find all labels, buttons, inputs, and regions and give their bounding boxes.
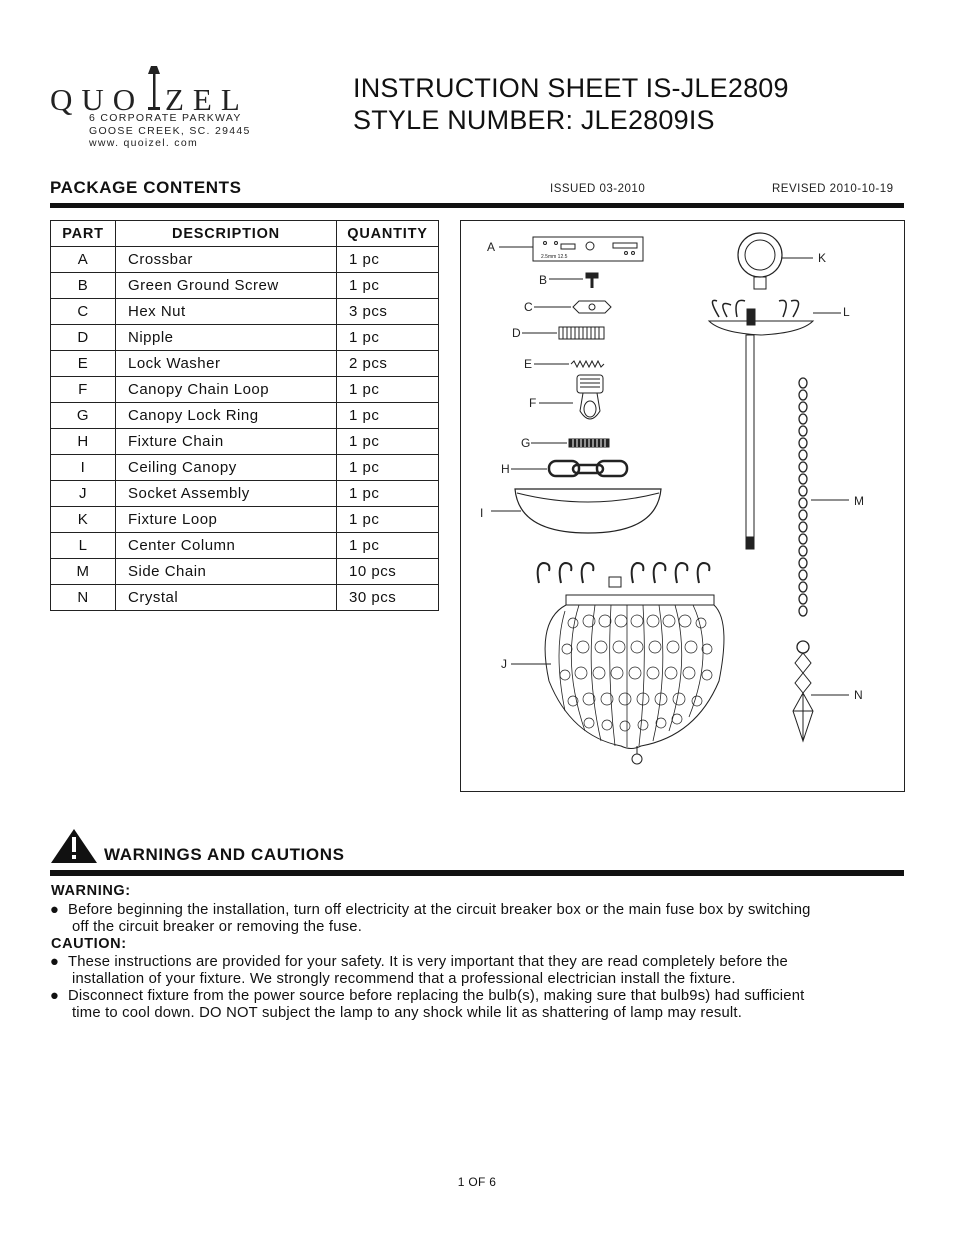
label-d: D [512, 326, 521, 340]
quantity-cell: 30 pcs [337, 585, 439, 611]
socket-assembly-drawing [501, 563, 724, 764]
description-cell: Socket Assembly [116, 481, 337, 507]
label-m: M [854, 494, 864, 508]
quantity-cell: 1 pc [337, 455, 439, 481]
table-row [51, 325, 439, 351]
section-divider [50, 203, 904, 208]
quantity-cell: 2 pcs [337, 351, 439, 377]
description-cell: Center Column [116, 533, 337, 559]
quantity-cell: 1 pc [337, 247, 439, 273]
column-header-quantity: QUANTITY [337, 221, 439, 247]
canopy-chain-loop-drawing [529, 375, 603, 419]
part-cell: L [51, 533, 116, 559]
table-row [51, 403, 439, 429]
part-cell: A [51, 247, 116, 273]
fixture-loop-drawing [738, 233, 826, 289]
label-i: I [480, 506, 484, 520]
website-link[interactable]: www. quoizel. com [89, 137, 199, 149]
label-c: C [524, 300, 533, 314]
parts-table-body [51, 247, 439, 611]
label-h: H [501, 462, 510, 476]
address-line-2: GOOSE CREEK, SC. 29445 [89, 124, 251, 137]
part-cell: M [51, 559, 116, 585]
crystal-drawing [793, 641, 863, 741]
warning-text-cont: off the circuit breaker or removing the fuse. [72, 919, 363, 935]
package-contents-heading: PACKAGE CONTENTS [50, 178, 242, 197]
quantity-cell: 1 pc [337, 481, 439, 507]
quantity-cell: 1 pc [337, 273, 439, 299]
company-logo [50, 64, 250, 117]
caution-text-cont: installation of your fixture. We strongly recommend that a professional electrician install the fixture. [72, 971, 736, 987]
page-number: 1 OF 6 [457, 1175, 497, 1189]
column-header-description: DESCRIPTION [116, 221, 337, 247]
caution-text: Disconnect fixture from the power source before replacing the bulb(s), making sure that bulb9s) had sufficient [68, 988, 805, 1004]
part-cell: H [51, 429, 116, 455]
table-row [51, 455, 439, 481]
label-j: J [501, 657, 507, 671]
description-cell: Ceiling Canopy [116, 455, 337, 481]
parts-diagram [460, 220, 905, 792]
section-divider [50, 870, 904, 876]
label-k: K [818, 251, 827, 265]
logo-text-left: QUO [50, 82, 145, 117]
parts-table [50, 220, 439, 611]
part-cell: C [51, 299, 116, 325]
ceiling-canopy-drawing [480, 489, 661, 533]
nipple-drawing [512, 326, 604, 340]
table-row [51, 377, 439, 403]
table-row [51, 481, 439, 507]
caution-text: These instructions are provided for your safety. It is very important that they are read completely before the [68, 954, 788, 970]
quantity-cell: 1 pc [337, 533, 439, 559]
part-cell: B [51, 273, 116, 299]
bullet-icon: ● [50, 954, 60, 970]
table-row [51, 247, 439, 273]
center-column-drawing [709, 300, 850, 549]
label-f: F [529, 396, 537, 410]
label-n: N [854, 688, 863, 702]
caution-label: CAUTION: [51, 936, 127, 952]
company-address [89, 112, 251, 150]
parts-diagram-drawing [461, 221, 904, 791]
part-cell: N [51, 585, 116, 611]
table-row [51, 533, 439, 559]
quantity-cell: 1 pc [337, 325, 439, 351]
part-cell: G [51, 403, 116, 429]
issued-date: ISSUED 03-2010 [550, 183, 646, 195]
table-row [51, 273, 439, 299]
quantity-cell: 3 pcs [337, 299, 439, 325]
style-number-title: STYLE NUMBER: JLE2809IS [353, 105, 715, 135]
warnings-heading: WARNINGS AND CAUTIONS [104, 845, 345, 864]
table-row [51, 351, 439, 377]
description-cell: Nipple [116, 325, 337, 351]
bullet-icon: ● [50, 902, 60, 918]
description-cell: Side Chain [116, 559, 337, 585]
description-cell: Lock Washer [116, 351, 337, 377]
ground-screw-drawing [539, 273, 598, 288]
warning-text: Before beginning the installation, turn off electricity at the circuit breaker box or the main fuse box by switching [68, 902, 811, 918]
fixture-chain-drawing [501, 461, 627, 476]
description-cell: Canopy Chain Loop [116, 377, 337, 403]
description-cell: Fixture Loop [116, 507, 337, 533]
caution-item [50, 988, 910, 1022]
label-b: B [539, 273, 548, 287]
table-row [51, 585, 439, 611]
side-chain-drawing [799, 378, 864, 616]
part-cell: I [51, 455, 116, 481]
label-l: L [843, 305, 850, 319]
quantity-cell: 1 pc [337, 507, 439, 533]
table-row [51, 507, 439, 533]
description-cell: Canopy Lock Ring [116, 403, 337, 429]
part-cell: E [51, 351, 116, 377]
label-a: A [487, 240, 496, 254]
lock-washer-drawing [524, 357, 604, 371]
address-line-1: 6 CORPORATE PARKWAY [89, 112, 242, 124]
table-row [51, 299, 439, 325]
logo-text-right: ZEL [165, 82, 249, 117]
description-cell: Crossbar [116, 247, 337, 273]
quantity-cell: 1 pc [337, 403, 439, 429]
column-header-part: PART [51, 221, 116, 247]
warning-triangle-icon [50, 828, 98, 864]
canopy-lock-ring-drawing [521, 436, 609, 450]
label-e: E [524, 357, 533, 371]
description-cell: Hex Nut [116, 299, 337, 325]
warning-item [50, 902, 910, 936]
quantity-cell: 1 pc [337, 429, 439, 455]
crossbar-marks: 2.5mm 12.5 [541, 254, 568, 260]
crossbar-drawing [487, 237, 643, 261]
revised-date: REVISED 2010-10-19 [772, 183, 894, 195]
table-row [51, 559, 439, 585]
caution-text-cont: time to cool down. DO NOT subject the lamp to any shock while lit as shattering of lamp may result. [72, 1005, 743, 1021]
caution-item [50, 954, 910, 988]
label-g: G [521, 436, 531, 450]
table-header-row [51, 221, 439, 247]
quantity-cell: 10 pcs [337, 559, 439, 585]
part-cell: D [51, 325, 116, 351]
description-cell: Green Ground Screw [116, 273, 337, 299]
bullet-icon: ● [50, 988, 60, 1004]
hex-nut-drawing [524, 300, 611, 314]
table-row [51, 429, 439, 455]
instruction-sheet-title: INSTRUCTION SHEET IS-JLE2809 [353, 73, 789, 103]
warning-label: WARNING: [51, 883, 131, 899]
part-cell: F [51, 377, 116, 403]
description-cell: Fixture Chain [116, 429, 337, 455]
quantity-cell: 1 pc [337, 377, 439, 403]
part-cell: J [51, 481, 116, 507]
part-cell: K [51, 507, 116, 533]
lamp-icon [143, 64, 165, 112]
description-cell: Crystal [116, 585, 337, 611]
